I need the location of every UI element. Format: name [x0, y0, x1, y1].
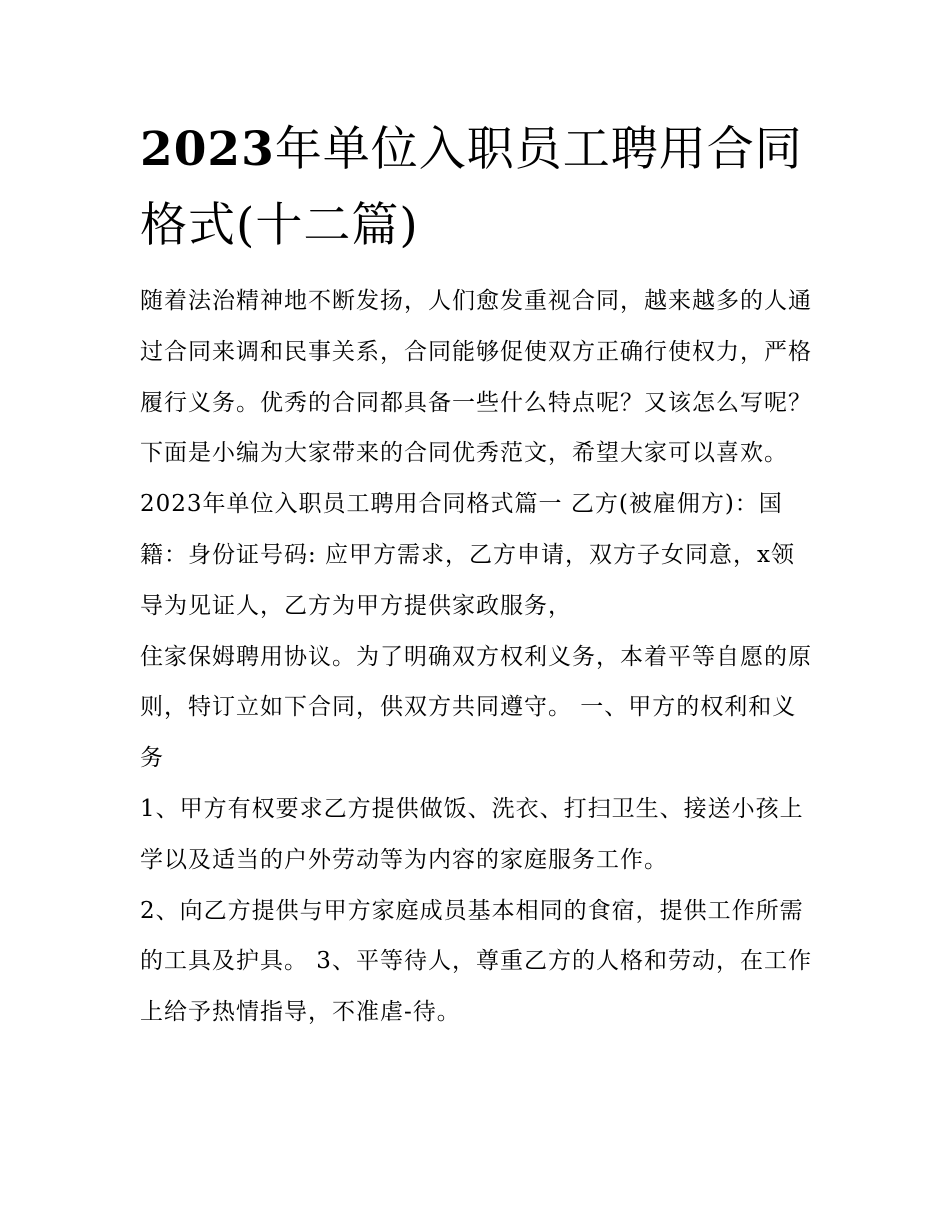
document-title	[140, 112, 820, 264]
contract-party-paragraph: 2023年单位入职员工聘用合同格式篇一 乙方(被雇佣方)：国籍：身份证号码: 应甲方需求，乙方申请，双方子女同意，x领导为见证人，乙方为甲方提供家政服务，	[140, 491, 796, 619]
title-year: 2023	[140, 122, 275, 177]
clause-1-paragraph: 1、甲方有权要求乙方提供做饭、洗衣、打扫卫生、接送小孩上学以及适当的户外劳动等为内容的家庭服务工作。	[140, 795, 804, 873]
clause-2-3-paragraph: 2、向乙方提供与甲方家庭成员基本相同的食宿，提供工作所需的工具及护具。 3、平等待人，尊重乙方的人格和劳动，在工作上给予热情指导，不准虐-待。	[140, 897, 812, 1026]
document-body	[140, 276, 816, 1038]
agreement-purpose-paragraph: 住家保姆聘用协议。为了明确双方权利义务，本着平等自愿的原则，特订立如下合同，供双方共同遵守。 一、甲方的权利和义务	[140, 643, 812, 772]
intro-paragraph: 随着法治精神地不断发扬，人们愈发重视合同，越来越多的人通过合同来调和民事关系，合同能够促使双方正确行使权力，严格履行义务。优秀的合同都具备一些什么特点呢？又该怎么写呢？下面是小编为大家带来的合同优秀范文，希望大家可以喜欢。	[140, 288, 812, 467]
title-text: 年单位入职员工聘用合同格式(十二篇)	[140, 122, 803, 253]
